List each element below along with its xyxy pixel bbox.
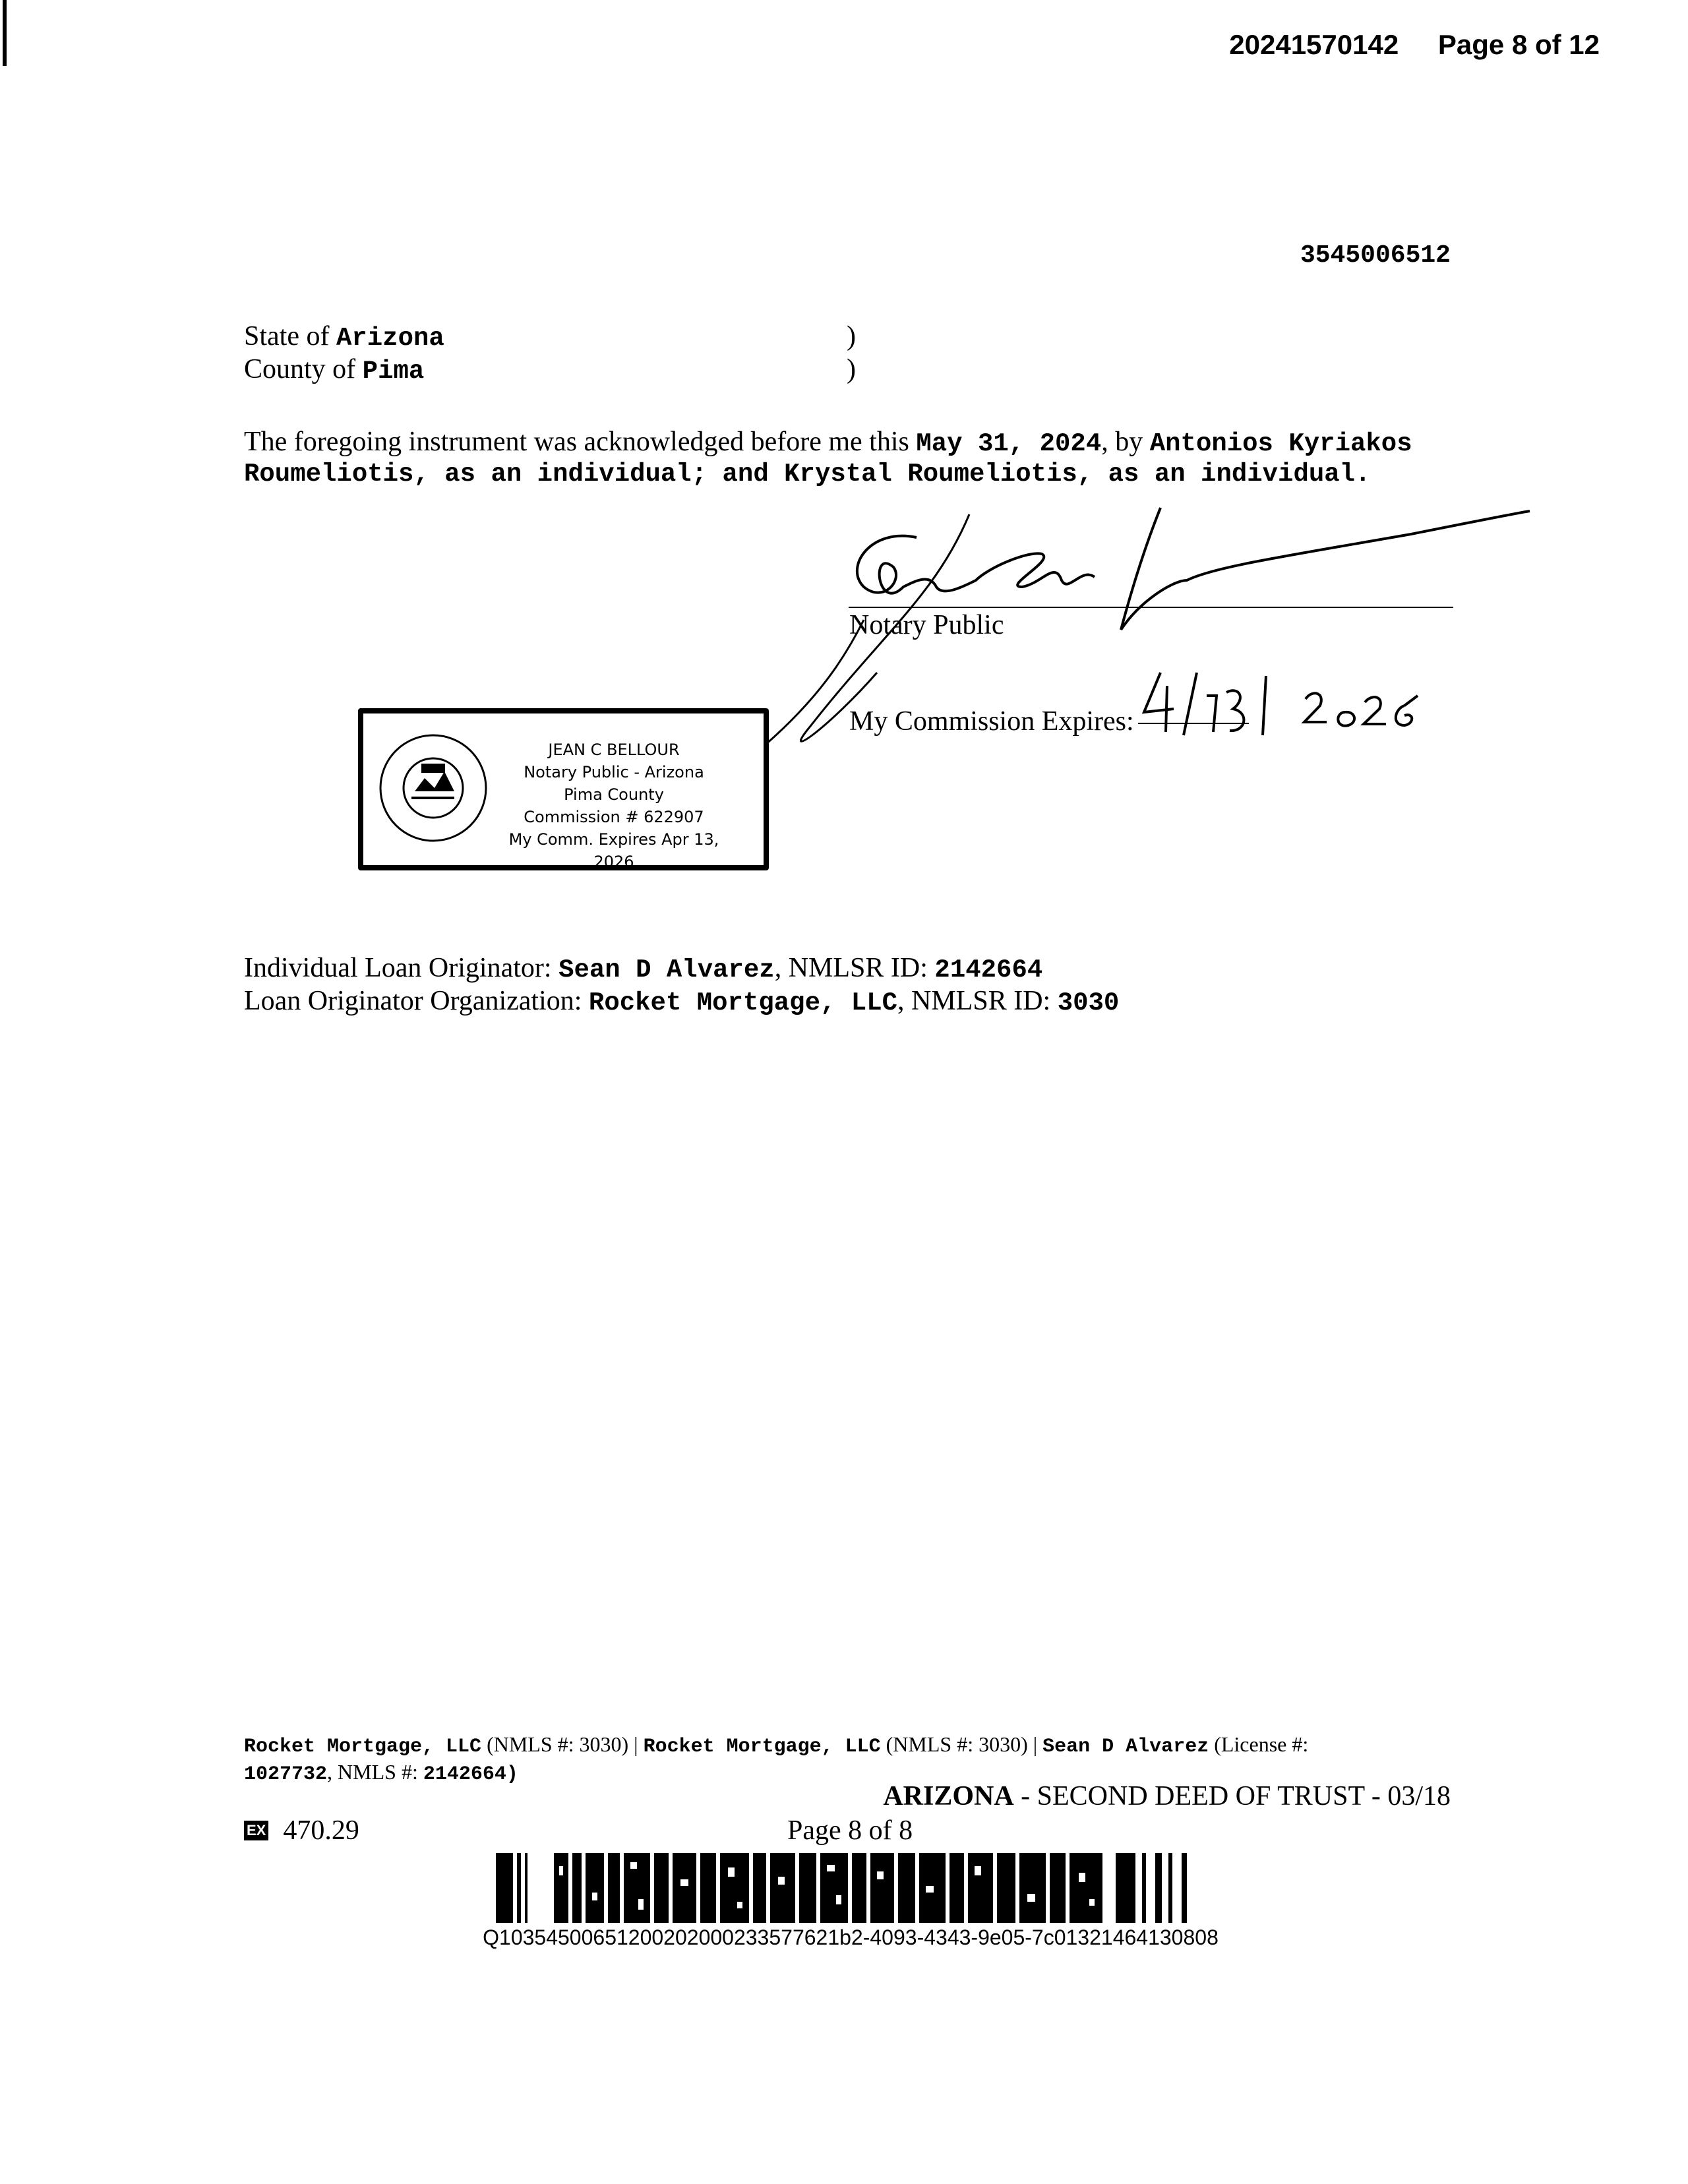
state-prefix: State of [244, 321, 330, 351]
organization-nmls-id: 3030 [1057, 988, 1120, 1017]
footer-separator-2: | [1033, 1732, 1038, 1756]
ack-lead: The foregoing instrument was acknowledged before me this [244, 427, 909, 457]
stamp-name: JEAN C BELLOUR [548, 741, 680, 759]
recording-header [1229, 29, 1600, 61]
notary-signature [752, 488, 1543, 804]
footer-lender-info [244, 1732, 1444, 1787]
ex-badge: EX [244, 1821, 268, 1840]
organization-originator-line [244, 985, 1119, 1017]
state-line [244, 320, 444, 353]
recording-page-label: Page 8 of 12 [1437, 29, 1600, 60]
footer-close-paren: ) [506, 1763, 518, 1786]
acknowledgment-line-1 [244, 426, 1412, 458]
individual-originator-line [244, 952, 1042, 985]
footer-license-number: 1027732 [244, 1763, 328, 1786]
stamp-text [489, 739, 739, 873]
footer-company-1: Rocket Mortgage, LLC [244, 1736, 482, 1758]
form-title [883, 1780, 1451, 1812]
stamp-title: Notary Public - Arizona [524, 763, 704, 781]
stamp-expires: My Comm. Expires Apr 13, 2026 [508, 830, 719, 871]
individual-nmls-id: 2142664 [934, 956, 1043, 985]
stamp-county: Pima County [564, 785, 664, 804]
notary-stamp [358, 708, 769, 870]
commission-expires-label: My Commission Expires: [849, 706, 1134, 737]
footer-nmls-2: (NMLS #: 3030) [886, 1732, 1028, 1756]
recording-number: 20241570142 [1229, 29, 1399, 60]
individual-nmls-label: , NMLSR ID: [774, 953, 928, 983]
organization-originator-name: Rocket Mortgage, LLC [588, 988, 897, 1017]
acknowledgment-line-2: Roumeliotis, as an individual; and Krystal Roumeliotis, as an individual. [244, 460, 1371, 489]
document-barcode [496, 1853, 1201, 1923]
form-page-label: Page 8 of 8 [787, 1815, 913, 1846]
footer-person-nmls: 2142664 [423, 1763, 506, 1786]
stamp-commission: Commission # 622907 [524, 808, 704, 826]
county-prefix: County of [244, 354, 356, 384]
ack-name: Antonios Kyriakos [1149, 429, 1412, 458]
ack-date: May 31, 2024 [916, 429, 1102, 458]
signature-line [849, 607, 1453, 608]
state-paren: ) [847, 321, 856, 351]
footer-person-nmls-label: , NMLS #: [327, 1760, 418, 1784]
notary-public-label: Notary Public [849, 610, 1004, 640]
state-value: Arizona [336, 324, 444, 353]
footer-company-2: Rocket Mortgage, LLC [643, 1736, 881, 1758]
scan-edge-mark [3, 0, 7, 66]
loan-number: 3545006512 [1300, 241, 1451, 270]
form-number: 470.29 [283, 1815, 359, 1846]
footer-separator-1: | [634, 1732, 638, 1756]
form-number-line [244, 1815, 359, 1846]
footer-nmls-1: (NMLS #: 3030) [487, 1732, 629, 1756]
commission-date-handwritten [1134, 659, 1437, 752]
form-state: ARIZONA [883, 1781, 1014, 1811]
organization-nmls-label: , NMLSR ID: [897, 986, 1051, 1016]
organization-originator-label: Loan Originator Organization: [244, 986, 582, 1016]
county-line [244, 353, 424, 386]
county-paren: ) [847, 354, 856, 384]
arizona-seal-icon [375, 725, 494, 851]
form-title-text: - SECOND DEED OF TRUST - 03/18 [1021, 1781, 1451, 1811]
footer-person: Sean D Alvarez [1042, 1736, 1209, 1758]
individual-originator-name: Sean D Alvarez [558, 956, 775, 985]
ack-by: , by [1101, 427, 1143, 457]
barcode-text: Q10354500651200202000233577621b2-4093-4343-9e05-7c01321464130808 [483, 1926, 1219, 1949]
footer-license-label: (License #: [1214, 1732, 1309, 1756]
county-value: Pima [362, 357, 425, 386]
individual-originator-label: Individual Loan Originator: [244, 953, 552, 983]
